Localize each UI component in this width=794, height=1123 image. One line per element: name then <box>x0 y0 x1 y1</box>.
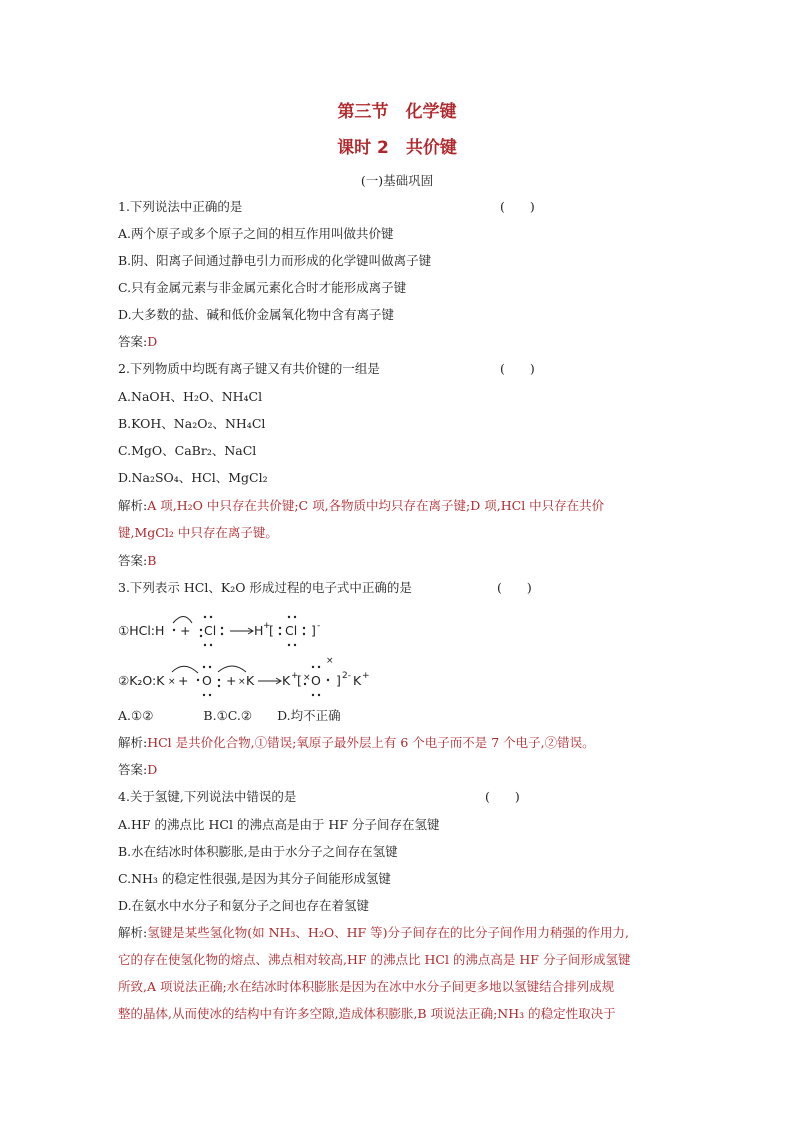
q2-option-b: B.KOH、Na₂O₂、NH₄Cl <box>118 416 266 431</box>
section-heading: (一)基础巩固 <box>360 173 434 188</box>
k-symbol: K <box>246 673 255 688</box>
page-title: 第三节 化学键 <box>337 102 457 122</box>
q2-analysis-line-1: 解析:A 项,H₂O 中只存在共价键;C 项,各物质中均只存在离子键;D 项,HCl 中只存在共价 <box>118 498 605 513</box>
q2-answer <box>118 551 156 569</box>
electron-transfer-arc-1 <box>172 666 198 673</box>
product-h: H <box>254 623 264 638</box>
q3-answer-value: D <box>147 762 158 777</box>
k2o-electron-formula <box>118 654 638 704</box>
k-electron-cross-2: × <box>238 677 246 687</box>
question-1-stem: 1.下列说法中正确的是 <box>118 199 243 214</box>
o-symbol: O <box>202 673 212 688</box>
q2-analysis-label: 解析: <box>118 498 148 513</box>
q4-analysis-line-4: 整的晶体,从而使冰的结构中有许多空隙,造成体积膨胀,B 项说法正确;NH₃ 的稳定性取决于 <box>118 1006 616 1021</box>
plus-sign-2: + <box>226 673 237 688</box>
bracket-close-2: ] <box>336 673 341 688</box>
hcl-electron-formula <box>118 604 638 654</box>
q1-answer-value: D <box>147 334 158 349</box>
q4-analysis-line-3: 所致,A 项说法正确;水在结冰时体积膨胀是因为在冰中水分子间更多地以氢键结合排列成规 <box>118 979 615 994</box>
q1-option-d: D.大多数的盐、碱和低价金属氧化物中含有离子键 <box>118 307 395 322</box>
o-ion-cross: × <box>303 673 311 683</box>
question-4-stem: 4.关于氢键,下列说法中错误的是 <box>118 789 297 804</box>
question-2-answer-blank: ( ) <box>500 361 535 376</box>
electron-dot <box>173 629 175 631</box>
q2-option-c: C.MgO、CaBr₂、NaCl <box>118 443 257 458</box>
q4-option-a: A.HF 的沸点比 HCl 的沸点高是由于 HF 分子间存在氢键 <box>118 817 440 832</box>
q2-analysis-line-2: 键,MgCl₂ 中只存在离子键。 <box>118 525 278 540</box>
plus-sign-1: + <box>178 673 189 688</box>
q4-analysis-label: 解析: <box>118 925 148 940</box>
q1-answer <box>118 332 157 350</box>
k-electron-cross: × <box>168 677 176 687</box>
cl-symbol: Cl <box>204 623 217 638</box>
q1-option-a: A.两个原子或多个原子之间的相互作用叫做共价键 <box>118 226 394 241</box>
q2-option-a: A.NaOH、H₂O、NH₄Cl <box>118 389 263 404</box>
bracket-open: [ <box>269 623 274 638</box>
question-1-answer-blank: ( ) <box>500 199 535 214</box>
q4-option-b: B.水在结冰时体积膨胀,是由于水分子之间存在氢键 <box>118 844 398 859</box>
q4-analysis-line-2: 它的存在使氢化物的熔点、沸点相对较高,HF 的沸点比 HCl 的沸点高是 HF 分子间形成氢键 <box>118 952 631 967</box>
q1-answer-label: 答案: <box>118 334 148 349</box>
k-tail-charge: + <box>362 671 370 681</box>
q3-analysis-label: 解析: <box>118 735 148 750</box>
q4-option-c: C.NH₃ 的稳定性很强,是因为其分子间能形成氢键 <box>118 871 391 886</box>
q1-option-b: B.阴、阳离子间通过静电引力而形成的化学键叫做离子键 <box>118 253 432 268</box>
q3-answer-label: 答案: <box>118 762 148 777</box>
o-ion-symbol: O <box>311 673 321 688</box>
q1-option-c: C.只有金属元素与非金属元素化合时才能形成离子键 <box>118 280 407 295</box>
bracket-open-2: [ <box>297 673 302 688</box>
q4-option-d: D.在氨水中水分子和氨分子之间也存在着氢键 <box>118 898 370 913</box>
cl-ion-symbol: Cl <box>285 623 298 638</box>
k2o-label: ②K₂O:K <box>118 673 165 688</box>
k-tail: K <box>353 673 362 688</box>
q4-analysis-line-1: 解析:氢键是某些氢化物(如 NH₃、H₂O、HF 等)分子间存在的比分子间作用力稍强的作用力, <box>118 925 629 940</box>
o-charge: 2- <box>342 671 351 681</box>
q3-analysis-line-1: 解析:HCl 是共价化合物,①错误;氧原子最外层上有 6 个电子而不是 7 个电子,②错误。 <box>118 735 595 750</box>
question-4-answer-blank: ( ) <box>485 789 520 804</box>
k-charge: + <box>291 671 299 681</box>
q3-answer <box>118 760 157 778</box>
o-ion-cross-top: × <box>326 656 334 666</box>
cl-charge: - <box>317 621 321 631</box>
question-3-stem: 3.下列表示 HCl、K₂O 形成过程的电子式中正确的是 <box>118 580 412 595</box>
electron-transfer-arc-2 <box>218 666 246 672</box>
q3-options: A.①② B.①C.② D.均不正确 <box>118 708 341 723</box>
q2-answer-label: 答案: <box>118 553 148 568</box>
q2-option-d: D.Na₂SO₄、HCl、MgCl₂ <box>118 470 268 485</box>
plus-sign: + <box>180 623 191 638</box>
product-k: K <box>282 673 291 688</box>
page-subtitle: 课时 2 共价键 <box>337 138 457 158</box>
question-3-answer-blank: ( ) <box>497 580 532 595</box>
bracket-close: ] <box>311 623 316 638</box>
hcl-label: ①HCl:H <box>118 623 165 638</box>
h-charge: + <box>263 621 271 631</box>
question-2-stem: 2.下列物质中均既有离子键又有共价键的一组是 <box>118 361 380 376</box>
q2-answer-value: B <box>147 553 157 568</box>
